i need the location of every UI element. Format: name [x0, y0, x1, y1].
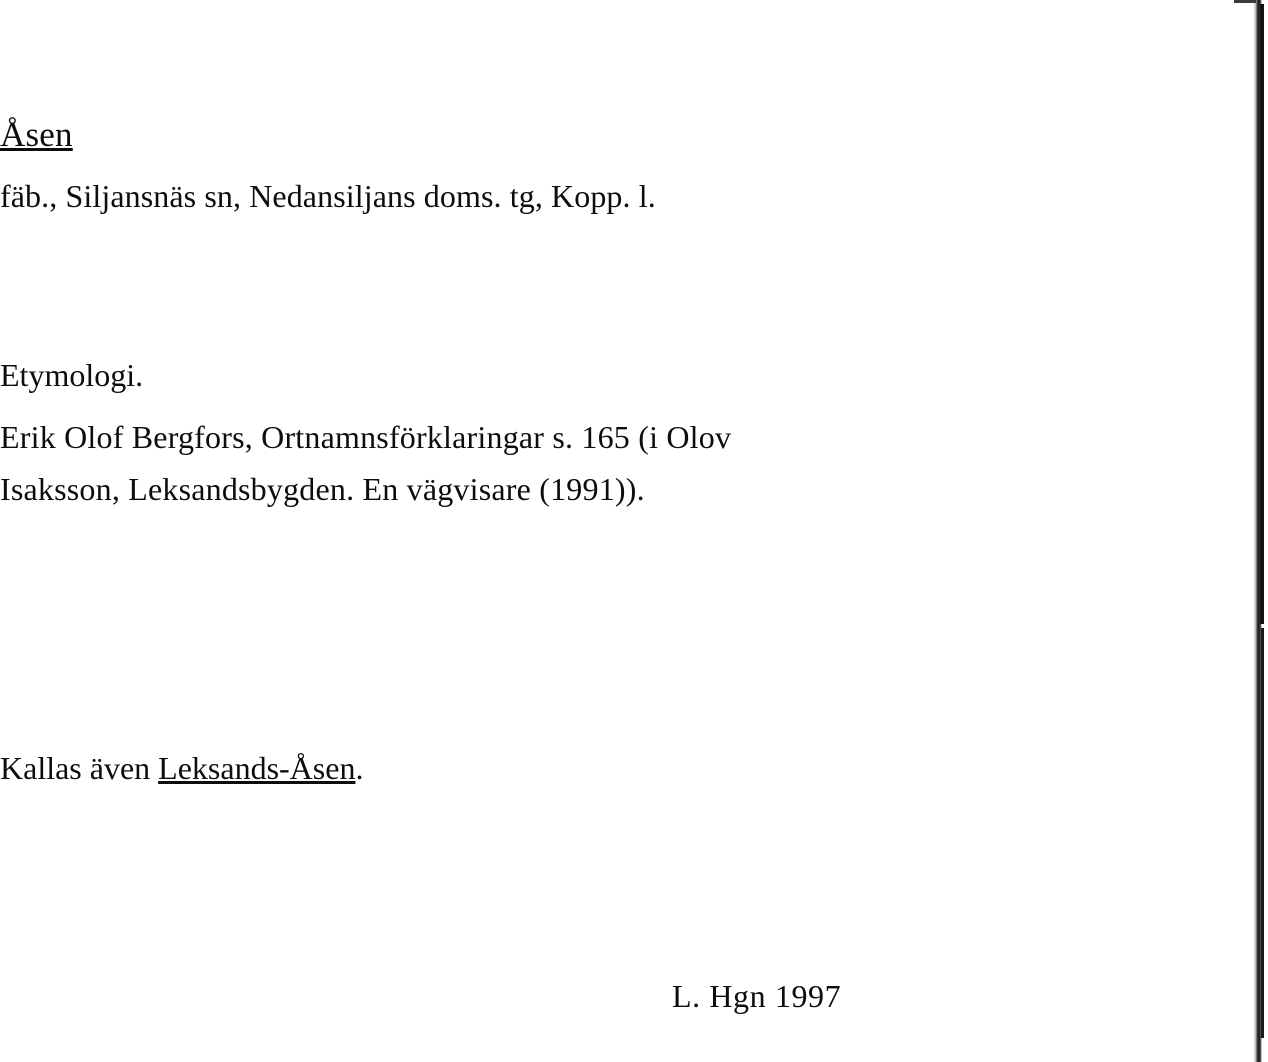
signature-and-year: L. Hgn 1997 — [672, 978, 842, 1014]
alias-line — [0, 750, 363, 787]
alias-suffix: . — [355, 750, 364, 786]
etymology-label: Etymologi. — [0, 357, 144, 393]
alias-name: Leksands-Åsen — [158, 750, 356, 786]
reference-line-1: Erik Olof Bergfors, Ortnamnsförklaringar s. 165 (i Olov — [0, 419, 732, 455]
scan-top-tick-mark — [1234, 0, 1256, 3]
scan-binding-edge-lower — [1261, 628, 1264, 1038]
scan-binding-edge-upper — [1260, 4, 1264, 624]
classification-line: fäb., Siljansnäs sn, Nedansiljans doms. tg, Kopp. l. — [0, 178, 656, 214]
reference-line-2: Isaksson, Leksandsbygden. En vägvisare (1991)). — [0, 470, 645, 507]
page-title: Åsen — [0, 115, 73, 154]
etymology-reference — [0, 412, 1100, 516]
alias-prefix: Kallas även — [0, 750, 159, 786]
